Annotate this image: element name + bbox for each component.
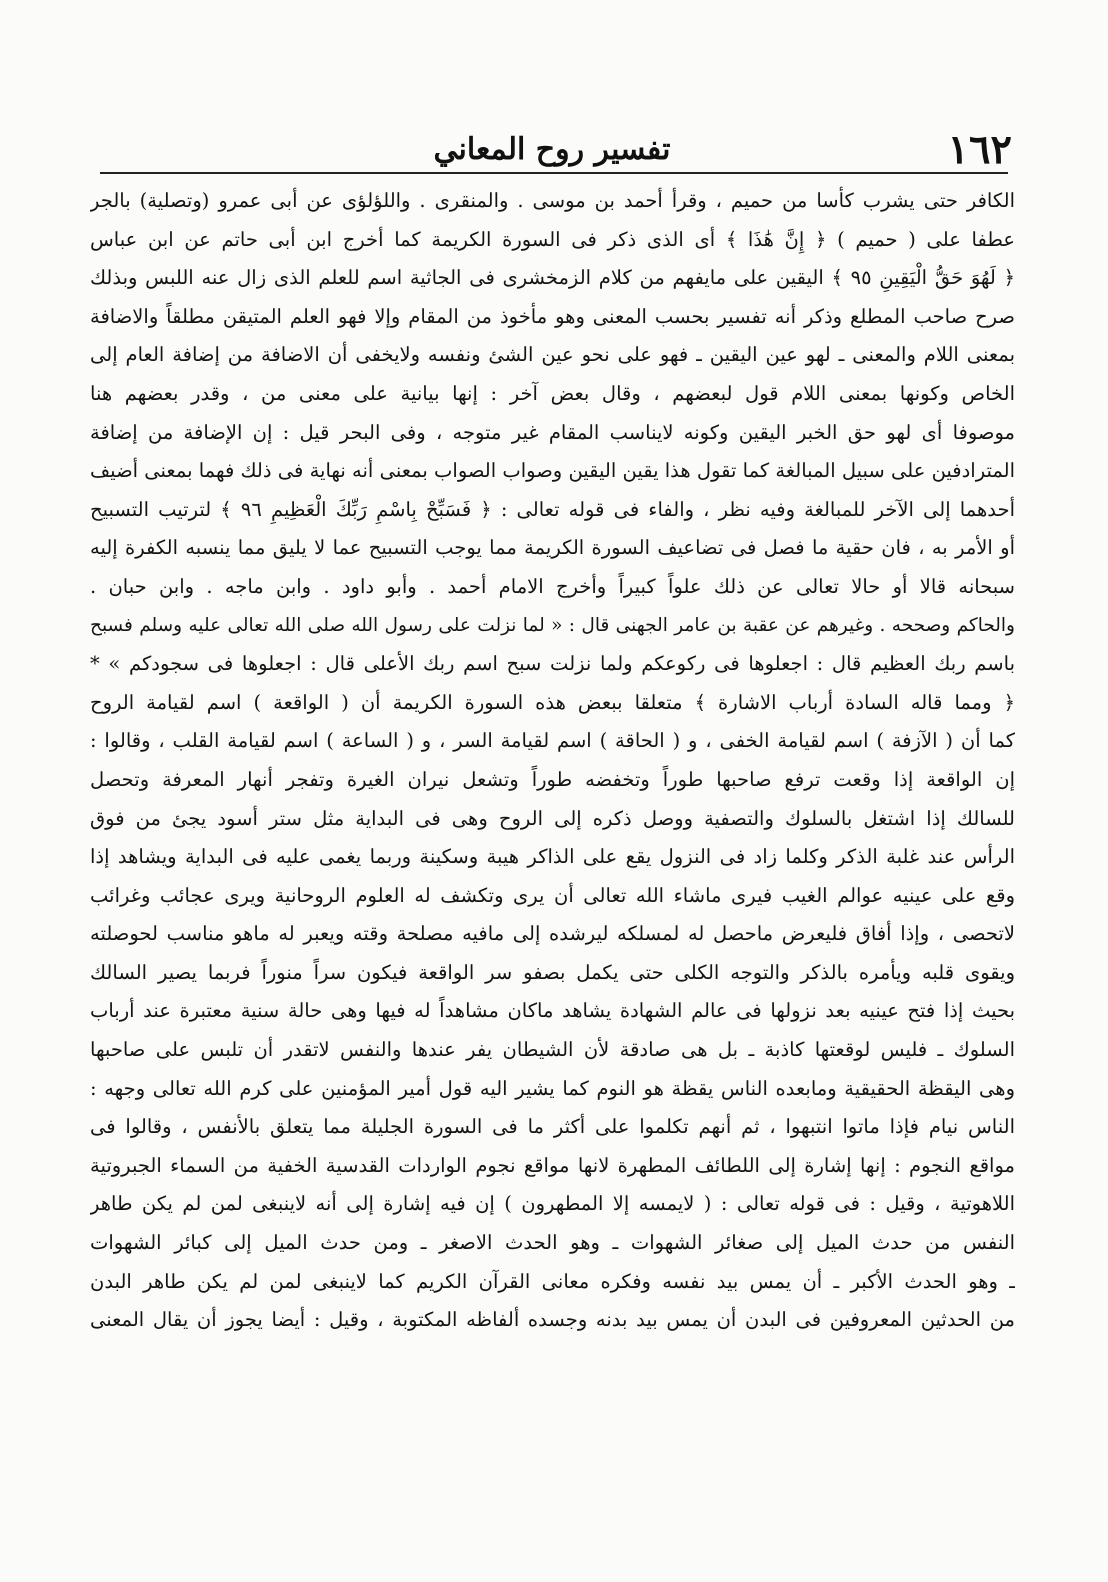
text-body [90,182,1015,1557]
text-line: أو الأمر به ، فان حقية ما فصل فى تضاعيف السورة الكريمة مما يوجب التسبيح عما لا يليق مما ينسبه الكفرة إليه [90,536,1015,560]
header-rule [100,172,1008,174]
text-line: الرأس عند غلبة الذكر وكلما زاد فى النزول يقع على الذاكر هيبة وسكينة وربما يغمى عليه فى البداية ويشاهد إذا [90,845,1015,869]
text-line: للسالك إذا اشتغل بالسلوك والتصفية ووصل ذكره إلى الروح وهى فى البداية مثل ستر أسود يجئ من فوق [90,806,1015,830]
text-line: إن الواقعة إذا وقعت ترفع صاحبها طوراً وتخفضه طوراً وتشعل نيران الغيرة وتفجر أنهار المعرفة وتحصل [90,767,1015,791]
text-line: من الحدثين المعروفين فى البدن أن يمس بيد بدنه وجسده ألفاظه المكتوبة ، وقيل : أيضا يجوز أن يقال المعنى [90,1308,1015,1332]
text-line: النفس من حدث الميل إلى صغائر الشهوات ـ وهو الحدث الاصغر ـ ومن حدث الميل إلى كبائر الشهوات [90,1231,1015,1255]
text-line: صرح صاحب المطلع وذكر أنه تفسير بحسب المعنى وهو مأخوذ من المقام وإلا فهو العلم المتيقن مطلقاً والاضافة [90,304,1015,328]
text-line: عطفا على ( حميم ) ﴿ إِنَّ هَٰذَا ﴾ أى الذى ذكر فى السورة الكريمة كما أخرج ابن أبى حاتم عن ابن عباس [90,227,1015,251]
text-line: وقع على عينيه عوالم الغيب فيرى ماشاء الله تعالى أن يرى وتكشف له العلوم الروحانية ويرى عجائب وغرائب [90,883,1015,907]
text-line: وهى اليقظة الحقيقية ومابعده الناس يقظة هو النوم كما يشير اليه قول أمير المؤمنين على كرم الله تعالى وجهه : [90,1076,1015,1100]
text-line: ﴿ ومما قاله السادة أرباب الاشارة ﴾ متعلقا ببعض هذه السورة الكريمة أن ( الواقعة ) اسم لقيامة الروح [90,690,1015,714]
text-line: أحدهما إلى الآخر للمبالغة وفيه نظر ، والفاء فى قوله تعالى : ﴿ فَسَبِّحْ بِاسْمِ رَبِّكَ الْعَظِيمِ ٩٦ ﴾ لترتيب التسبيح [90,497,1015,521]
text-line: المترادفين على سبيل المبالغة كما تقول هذا يقين اليقين وصواب الصواب بمعنى أنه نهاية فى ذلك فهما بمعنى أضيف [90,459,1015,483]
page-number: ١٦٢ [947,126,1012,173]
text-line: الكافر حتى يشرب كأسا من حميم ، وقرأ أحمد بن موسى . والمنقرى . واللؤلؤى عن أبى عمرو (وتصلية) بالجر [90,189,1015,212]
text-line: ﴿ لَهُوَ حَقُّ الْيَقِينِ ٩٥ ﴾ اليقين على مايفهم من كلام الزمخشرى فى الجاثية اسم للعلم الذى زال عنه اللبس وبذلك [90,266,1015,290]
text-line: الناس نيام فإذا ماتوا انتبهوا ، ثم أنهم تكلموا على أكثر ما فى السورة الجليلة مما يتعلق بالأنفس ، وقالوا فى [90,1115,1015,1139]
text-line: ويقوى قلبه ويأمره بالذكر والتوجه الكلى حتى يكمل بصفو سر الواقعة فيكون سراً منوراً فربما يصير السالك [90,960,1015,984]
text-line: سبحانه قالا أو حالا تعالى عن ذلك علواً كبيراً وأخرج الامام أحمد . وأبو داود . وابن ماجه . وابن حبان . [90,574,1015,598]
text-line: موصوفا أى لهو حق الخبر اليقين وكونه لايناسب المقام غير متوجه ، وفى البحر قيل : إن الإضافة من إضافة [90,420,1015,444]
text-line: لاتحصى ، وإذا أفاق فليعرض ماحصل له لمسلكه ليرشده إلى مافيه مصلحة وقته ويعبر له ماهو مناسب لحوصلته [90,922,1015,946]
running-title: تفسير روح المعاني [433,132,671,167]
text-line: بحيث إذا فتح عينيه بعد نزولها فى عالم الشهادة يشاهد ماكان مشاهداً له فيها وهى حالة سنية معتبرة عند أرباب [90,999,1015,1023]
text-line: مواقع النجوم : إنها إشارة إلى اللطائف المطهرة لانها مواقع نجوم الواردات القدسية الخفية من السماء الجبروتية [90,1153,1015,1177]
text-line: كما أن ( الآزفة ) اسم لقيامة الخفى ، و ( الحاقة ) اسم لقيامة السر ، و ( الساعة ) اسم لقيامة القلب ، وقالوا : [90,729,1015,753]
text-line: والحاكم وصححه . وغيرهم عن عقبة بن عامر الجهنى قال : « لما نزلت على رسول الله صلى الله تعالى عليه وسلم فسبح [90,614,1015,636]
text-line: الخاص وكونها بمعنى اللام قول لبعضهم ، وقال بعض آخر : إنها بيانية على معنى من ، وقدر بعضهم هنا [90,381,1015,405]
text-line: ـ وهو الحدث الأكبر ـ أن يمس بيد نفسه وفكره معانى القرآن الكريم كما لاينبغى لمن لم يكن طاهر البدن [90,1269,1015,1293]
page-header [92,128,1012,172]
text-line: السلوك ـ فليس لوقعتها كاذبة ـ بل هى صادقة لأن الشيطان يفر عندها والنفس لاتقدر أن تلبس على صاحبها [90,1038,1015,1062]
text-line: اللاهوتية ، وقيل : فى قوله تعالى : ( لايمسه إلا المطهرون ) إن فيه إشارة إلى أنه لاينبغى لمن لم يكن طاهر [90,1192,1015,1216]
text-line: باسم ربك العظيم قال : اجعلوها فى ركوعكم ولما نزلت سبح اسم ربك الأعلى قال : اجعلوها فى سجودكم » * [90,652,1015,676]
text-line: بمعنى اللام والمعنى ـ لهو عين اليقين ـ فهو على نحو عين الشئ ونفسه ولايخفى أن الاضافة من إضافة العام إلى [90,343,1015,367]
